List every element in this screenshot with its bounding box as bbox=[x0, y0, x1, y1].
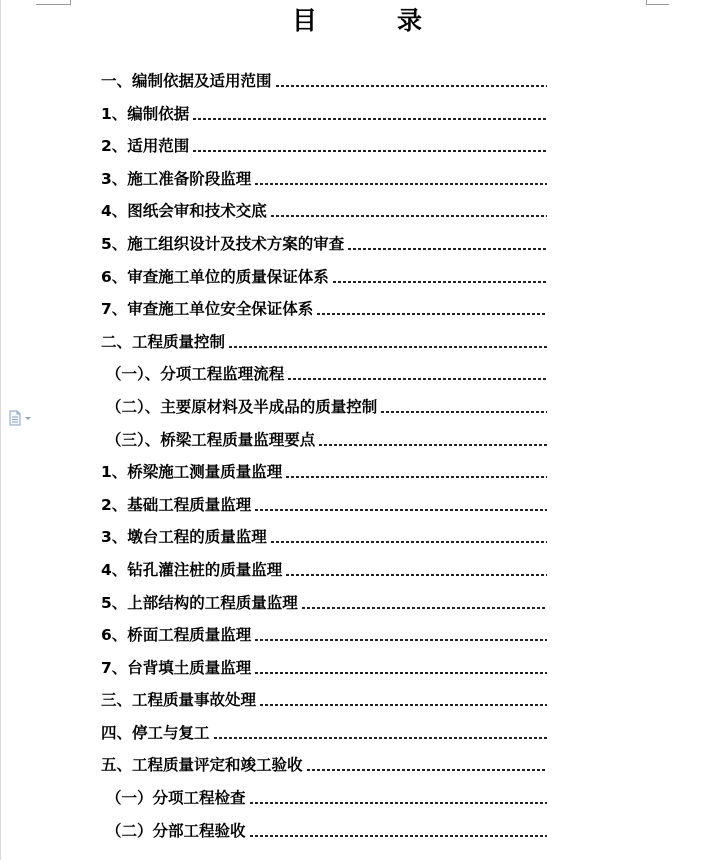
toc-entry-text: 1、编制依据 bbox=[101, 104, 190, 123]
toc-entry-text: （三）、桥梁工程质量监理要点 bbox=[106, 430, 316, 449]
toc-dot-leader bbox=[250, 802, 547, 804]
toc-dot-leader bbox=[229, 346, 547, 348]
toc-entry-text: 四、停工与复工 bbox=[101, 723, 210, 742]
toc-dot-leader bbox=[276, 85, 547, 87]
toc-entry[interactable] bbox=[0, 781, 712, 814]
toc-list bbox=[0, 64, 712, 846]
toc-entry-text: 4、钻孔灌注桩的质量监理 bbox=[101, 560, 283, 579]
toc-entry-text: 一、编制依据及适用范围 bbox=[101, 72, 272, 90]
toc-entry[interactable] bbox=[0, 455, 712, 488]
toc-dot-leader bbox=[271, 541, 547, 543]
toc-entry[interactable] bbox=[0, 129, 712, 162]
toc-entry[interactable] bbox=[0, 618, 712, 651]
toc-entry[interactable] bbox=[0, 227, 712, 260]
toc-entry-text: 4、图纸会审和技术交底 bbox=[101, 202, 267, 221]
toc-entry[interactable] bbox=[0, 716, 712, 749]
toc-entry[interactable] bbox=[0, 553, 712, 586]
toc-dot-leader bbox=[193, 118, 547, 120]
toc-entry-text: 3、墩台工程的质量监理 bbox=[101, 528, 267, 547]
document-options-icon[interactable] bbox=[7, 410, 35, 426]
page-corner-mark-left bbox=[36, 0, 71, 5]
toc-dot-leader bbox=[271, 215, 547, 217]
toc-entry-text: （一）、分项工程监理流程 bbox=[106, 365, 285, 384]
toc-entry[interactable] bbox=[0, 194, 712, 227]
toc-dot-leader bbox=[307, 769, 547, 771]
toc-dot-leader bbox=[255, 509, 547, 511]
toc-entry[interactable] bbox=[0, 325, 712, 358]
toc-dot-leader bbox=[381, 411, 547, 413]
toc-entry[interactable] bbox=[0, 520, 712, 553]
toc-entry[interactable] bbox=[0, 357, 712, 390]
toc-entry-text: 5、施工组织设计及技术方案的审查 bbox=[101, 234, 345, 253]
toc-entry[interactable] bbox=[0, 586, 712, 619]
toc-dot-leader bbox=[319, 444, 547, 446]
toc-dot-leader bbox=[260, 704, 547, 706]
toc-entry-text: 1、桥梁施工测量质量监理 bbox=[101, 463, 283, 482]
toc-entry-text: 三、工程质量事故处理 bbox=[101, 691, 257, 710]
toc-dot-leader bbox=[193, 150, 547, 152]
toc-entry-text: 6、审查施工单位的质量保证体系 bbox=[101, 267, 329, 286]
toc-entry-text: 7、台背填土质量监理 bbox=[101, 658, 252, 677]
toc-entry[interactable] bbox=[0, 64, 712, 97]
toc-dot-leader bbox=[288, 378, 547, 380]
toc-entry[interactable] bbox=[0, 390, 712, 423]
toc-dot-leader bbox=[286, 574, 547, 576]
toc-title: 目录 bbox=[292, 6, 503, 35]
toc-entry[interactable] bbox=[0, 683, 712, 716]
toc-entry-text: 2、适用范围 bbox=[101, 137, 190, 156]
toc-dot-leader bbox=[333, 281, 547, 283]
toc-entry-text: 五、工程质量评定和竣工验收 bbox=[101, 756, 303, 775]
toc-entry-text: 3、施工准备阶段监理 bbox=[101, 169, 252, 188]
toc-dot-leader bbox=[348, 248, 547, 250]
toc-entry[interactable] bbox=[0, 97, 712, 130]
toc-entry[interactable] bbox=[0, 423, 712, 456]
toc-entry[interactable] bbox=[0, 748, 712, 781]
toc-entry[interactable] bbox=[0, 162, 712, 195]
toc-entry-text: 6、桥面工程质量监理 bbox=[101, 626, 252, 645]
toc-entry[interactable] bbox=[0, 651, 712, 684]
toc-entry[interactable] bbox=[0, 292, 712, 325]
toc-entry-text: （二）分部工程验收 bbox=[106, 821, 246, 840]
toc-entry[interactable] bbox=[0, 260, 712, 293]
toc-dot-leader bbox=[302, 607, 547, 609]
toc-dot-leader bbox=[255, 183, 547, 185]
toc-entry-text: （一）分项工程检查 bbox=[106, 789, 246, 808]
toc-dot-leader bbox=[255, 639, 547, 641]
toc-entry[interactable] bbox=[0, 814, 712, 847]
page-corner-mark-right bbox=[646, 0, 669, 5]
toc-dot-leader bbox=[255, 672, 547, 674]
toc-dot-leader bbox=[214, 737, 547, 739]
toc-dot-leader bbox=[317, 313, 547, 315]
toc-dot-leader bbox=[286, 476, 547, 478]
toc-entry-text: 5、上部结构的工程质量监理 bbox=[101, 593, 298, 612]
toc-dot-leader bbox=[250, 835, 547, 837]
toc-entry-text: 7、审查施工单位安全保证体系 bbox=[101, 300, 314, 319]
toc-entry-text: 二、工程质量控制 bbox=[101, 332, 226, 351]
toc-entry-text: 2、基础工程质量监理 bbox=[101, 495, 252, 514]
toc-entry[interactable] bbox=[0, 488, 712, 521]
toc-entry-text: （二）、主要原材料及半成品的质量控制 bbox=[106, 397, 378, 416]
